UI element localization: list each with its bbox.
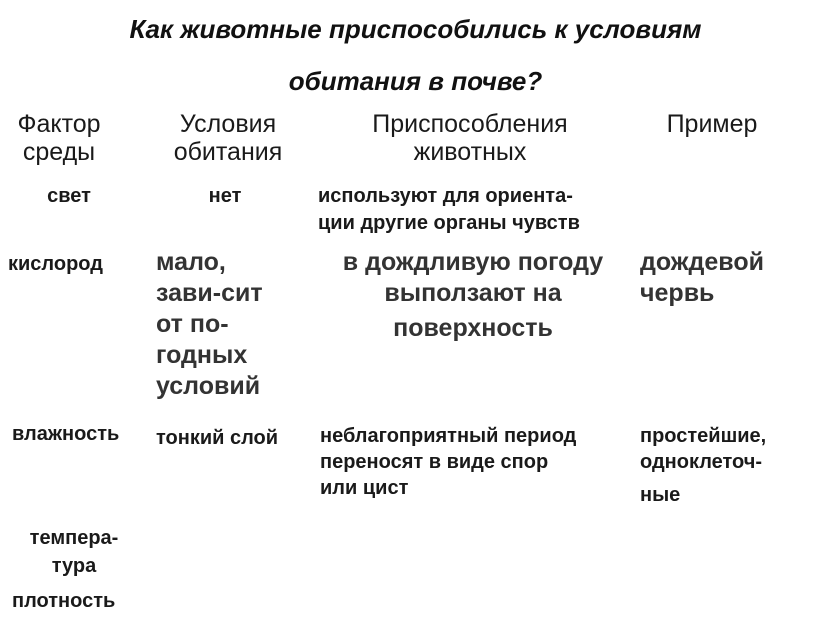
row-oxygen-conditions: мало, зави-сит от по- годных условий bbox=[156, 248, 263, 400]
row-oxygen-adaptations: в дождливую погоду выползают на поверхность bbox=[342, 248, 604, 342]
row-oxygen-example: дождевой червь bbox=[640, 248, 764, 307]
header-adaptations: Приспособления животных bbox=[372, 110, 568, 166]
row-oxygen-factor: кислород bbox=[8, 253, 103, 275]
row-density-factor: плотность bbox=[12, 590, 116, 612]
header-factor: Фактор среды bbox=[17, 110, 101, 166]
row-humidity-adaptations: неблагоприятный период переносят в виде спор или цист bbox=[320, 425, 577, 499]
header-example: Пример bbox=[666, 110, 758, 138]
page-title-line1: Как животные приспособились к условиям bbox=[129, 14, 702, 44]
row-light-adaptations: используют для ориента- ции другие органы чувств bbox=[318, 185, 580, 234]
row-temperature-factor: темпера- тура bbox=[29, 527, 119, 577]
row-light-factor: свет bbox=[47, 185, 91, 207]
header-conditions: Условия обитания bbox=[173, 110, 283, 166]
page-title-line2: обитания в почве? bbox=[288, 66, 543, 96]
row-humidity-factor: влажность bbox=[12, 423, 120, 445]
row-humidity-example: простейшие, одноклеточ- ные bbox=[640, 425, 767, 506]
row-light-conditions: нет bbox=[208, 185, 242, 207]
row-humidity-conditions: тонкий слой bbox=[156, 427, 279, 449]
